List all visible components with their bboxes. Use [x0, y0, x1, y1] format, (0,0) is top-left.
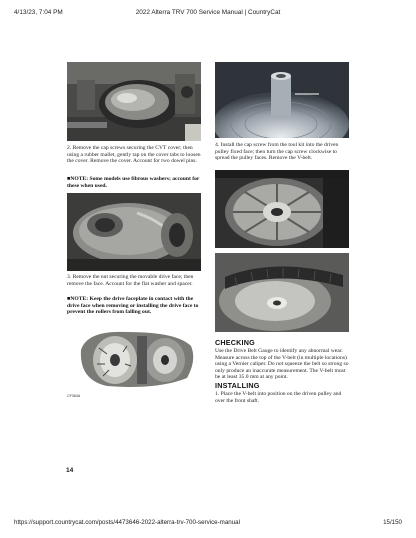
- install-step-1-text: 1. Place the V-belt into position on the driven pulley and over the front shaft.: [215, 391, 342, 404]
- step-4-text: 4. Install the cap screw from the tool kit into the driven pulley fixed face; then turn the cap screw clockwise to spread the pulley faces. Remove the V-belt.: [215, 142, 339, 162]
- checking-paragraph: Use the Drive Belt Gauge to identify any abnormal wear. Measure across the top of the V-belt (in multiple locations) using a Vernier caliper. Do not squeeze the belt so strong so only produce an inaccurate measurement. The V-belt must be at least 35.0 mm at any point.: [215, 348, 349, 381]
- photo-cvt-cover-engine: [67, 62, 201, 141]
- section-heading-installing: INSTALLING: [215, 381, 260, 390]
- note-drive-faceplate: ■NOTE: Keep the drive faceplate in contact with the drive face when removing or installing the drive face to prevent the rollers from falling out.: [67, 296, 199, 316]
- photo-driven-pulley-faces: [215, 170, 349, 248]
- photo-drive-face-cover: [67, 193, 201, 271]
- print-header: [14, 9, 402, 19]
- step-3-text: 3. Remove the nut securing the movable drive face; then remove the face. Account for the flat washer and spacer.: [67, 274, 194, 287]
- print-url: https://support.countrycat.com/posts/4473646-2022-alterra-trv-700-service-manual: [14, 519, 240, 526]
- step-2-text: 2. Remove the cap screws securing the CVT cover; then using a rubber mallet, gently tap on the cover tabs to loosen the cover. Remove the cover. Account for two dowel pins.: [67, 145, 201, 165]
- photo-v-belt-removal: [215, 253, 349, 332]
- print-footer: [14, 519, 402, 529]
- note-fibrous-washers: ■NOTE: Some models use fibrous washers; account for these when used.: [67, 176, 200, 189]
- figure-code-cf364a: CF364A: [67, 394, 81, 398]
- page-number: 14: [66, 467, 74, 474]
- section-heading-checking: CHECKING: [215, 338, 255, 347]
- photo-driven-pulley-cap-screw: [215, 62, 349, 138]
- photo-drive-clutch-assembly: [67, 320, 201, 392]
- print-datetime: 4/13/23, 7:04 PM: [14, 9, 63, 16]
- print-title: 2022 Alterra TRV 700 Service Manual | CountryCat: [135, 9, 281, 16]
- print-page-counter: 15/150: [383, 519, 402, 526]
- figure-code-label: [200, 126, 204, 127]
